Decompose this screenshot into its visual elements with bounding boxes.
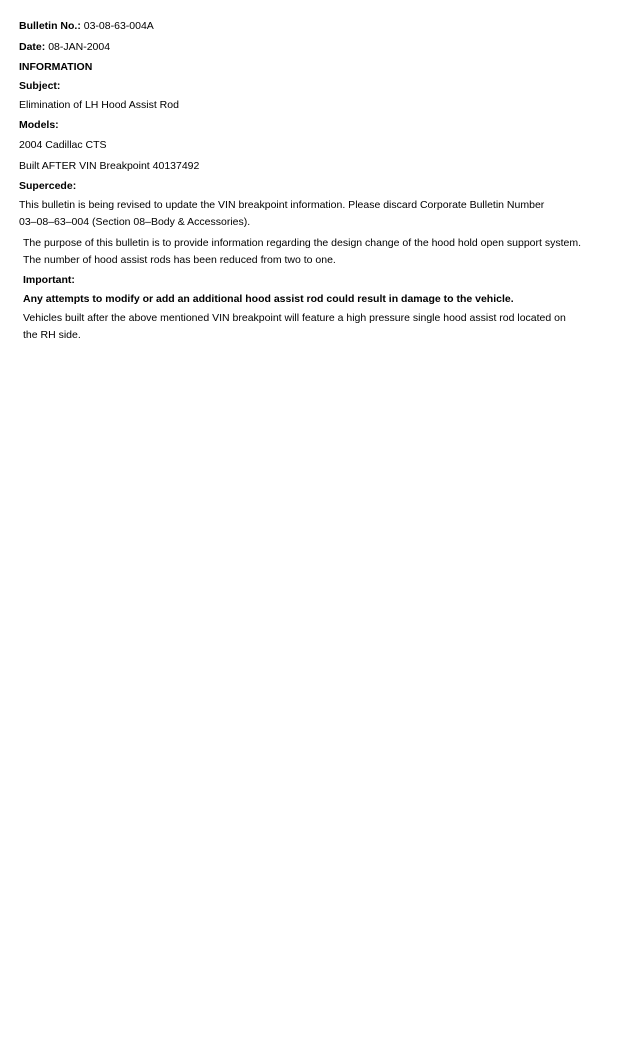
purpose-paragraph: The purpose of this bulletin is to provide information regarding the design change of the hood hold open support system. The number of hood assist rods has been reduced from two to one.: [23, 237, 582, 266]
date-value: 08-JAN-2004: [48, 41, 111, 53]
bulletin-type: INFORMATION: [19, 61, 93, 73]
bulletin-number-label: Bulletin No.:: [19, 20, 81, 32]
vehicles-paragraph: Vehicles built after the above mentioned VIN breakpoint will feature a high pressure single hood assist rod located on the RH side.: [23, 312, 566, 341]
bulletin-number-value: 03-08-63-004A: [83, 20, 154, 32]
date-label: Date:: [19, 41, 46, 53]
bulletin-number-row: [19, 20, 154, 33]
subject-label: Subject:: [19, 80, 61, 92]
supercede-label: Supercede:: [19, 180, 77, 192]
models-line-2: Built AFTER VIN Breakpoint 40137492: [19, 160, 200, 172]
models-line-1: 2004 Cadillac CTS: [19, 139, 107, 151]
important-text: Any attempts to modify or add an additional hood assist rod could result in damage to the vehicle.: [23, 293, 514, 305]
supercede-text: This bulletin is being revised to update the VIN breakpoint information. Please discard Corporate Bulletin Number 03–08–63–004 (Section 08–Body & Accessories).: [19, 199, 545, 228]
date-row: [19, 41, 110, 54]
important-label: Important:: [23, 274, 75, 286]
subject-value: Elimination of LH Hood Assist Rod: [19, 99, 179, 111]
models-label: Models:: [19, 119, 59, 131]
